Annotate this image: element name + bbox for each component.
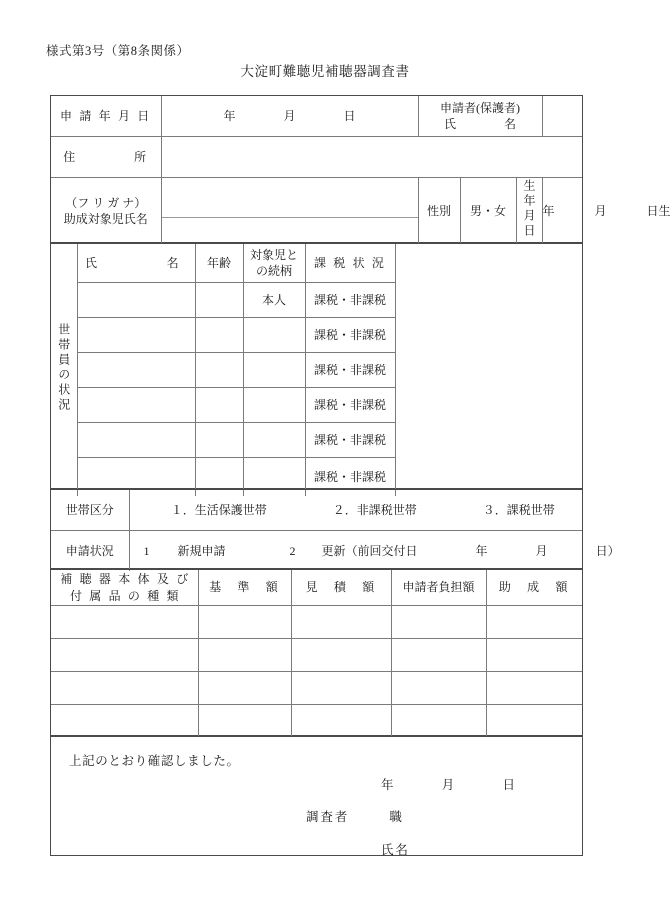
child-name-value-cell[interactable] [161,178,418,245]
application-status-option-1-text[interactable]: 新規申請 [177,543,226,558]
application-status-option-2-number: 2 [289,543,296,558]
birth-date-value-cell[interactable] [542,178,671,245]
household-cell-tax[interactable]: 課税・非課税 [305,353,395,388]
cost-table [51,570,582,737]
address-label: 住 所 [51,137,161,178]
household-header-row [51,244,582,283]
gender-label: 性別 [418,178,460,245]
table-row-household-class [51,490,582,531]
cost-section [50,569,583,736]
household-cell-age[interactable] [195,423,243,458]
birth-date-label [516,178,542,245]
household-cell-age[interactable] [195,353,243,388]
household-class-option-1[interactable]: １．生活保護世帯 [170,502,267,517]
cost-cell-standard[interactable] [198,705,291,738]
table-row [51,672,582,705]
investigator-label: 調査者 [306,810,350,824]
table-row-application-status [51,531,582,572]
confirmation-year: 年 [381,778,394,792]
child-name-label-text: 助成対象児氏名 [63,212,148,226]
household-cell-name[interactable] [77,318,195,353]
document-title: 大淀町難聴児補聴器調査書 [240,64,410,79]
previous-issue-year: 年 [475,543,488,558]
cost-col-estimate: 見 積 額 [291,570,391,606]
household-cell-name[interactable] [77,388,195,423]
furigana-label: （フ リ ガ ナ） [65,195,147,210]
applicant-child-section [50,95,671,243]
confirmation-section [50,736,583,856]
household-cell-relation[interactable] [243,388,305,423]
cost-cell-type[interactable] [51,606,198,639]
household-class-options[interactable] [129,490,582,531]
household-blank-area [395,244,582,496]
household-class-option-2[interactable]: ２．非課税世帯 [332,502,417,517]
classification-table [51,490,620,571]
cost-cell-standard[interactable] [198,639,291,672]
household-cell-tax[interactable]: 課税・非課税 [305,318,395,353]
household-col-relation [243,244,305,283]
address-value[interactable] [161,137,582,178]
apply-date-month: 月 [283,108,296,123]
cost-col-self-pay: 申請者負担額 [391,570,486,606]
table-row [51,606,582,639]
household-cell-name[interactable] [77,353,195,388]
cost-cell-subsidy[interactable] [486,639,582,672]
applicant-name-label-line1: 申請者(保護者) [440,100,521,115]
household-cell-relation[interactable] [243,353,305,388]
household-cell-age[interactable] [195,388,243,423]
cost-col-type-line1: 補 聴 器 本 体 及 び [60,572,191,587]
cost-cell-estimate[interactable] [291,639,391,672]
birth-month: 月 [594,203,607,218]
apply-date-label: 申 請 年 月 日 [51,96,161,137]
household-cell-name[interactable] [77,283,195,318]
confirmation-date-run[interactable] [381,775,515,793]
child-name-split [162,204,418,218]
household-cell-relation[interactable]: 本人 [243,283,305,318]
household-cell-tax[interactable]: 課税・非課税 [305,283,395,318]
table-row-child [51,178,582,245]
household-cell-name[interactable] [77,423,195,458]
gender-options[interactable]: 男・女 [460,178,516,245]
household-cell-tax[interactable]: 課税・非課税 [305,423,395,458]
furigana-value[interactable] [162,204,418,218]
cost-col-subsidy: 助 成 額 [486,570,582,606]
cost-cell-self-pay[interactable] [391,705,486,738]
household-class-option-3[interactable]: ３．課税世帯 [482,502,555,517]
cost-cell-estimate[interactable] [291,705,391,738]
cost-cell-estimate[interactable] [291,672,391,705]
child-name-label [51,178,161,245]
household-col-tax: 課 税 状 況 [305,244,395,283]
cost-cell-self-pay[interactable] [391,672,486,705]
household-table [51,244,582,496]
cost-cell-self-pay[interactable] [391,606,486,639]
household-cell-age[interactable] [195,318,243,353]
cost-col-type [51,570,198,606]
previous-issue-month: 月 [535,543,548,558]
table-row-address [51,137,582,178]
form-code: 様式第3号（第8条関係） [46,44,190,58]
birth-date-run [543,203,671,219]
household-cell-relation[interactable] [243,318,305,353]
apply-date-run [223,108,355,124]
application-status-options[interactable] [129,531,620,572]
cost-cell-type[interactable] [51,639,198,672]
household-cell-tax[interactable]: 課税・非課税 [305,388,395,423]
birth-day: 日生 [646,203,671,218]
cost-cell-standard[interactable] [198,606,291,639]
household-vertical-label-text: 世帯員の状況 [56,322,71,413]
table-row [51,705,582,738]
table-row-apply-date [51,96,582,137]
cost-cell-self-pay[interactable] [391,639,486,672]
applicant-name-label [418,96,542,137]
household-cell-age[interactable] [195,283,243,318]
classification-section [50,489,620,569]
application-status-label: 申請状況 [51,531,129,572]
applicant-child-table [51,96,671,244]
cost-cell-type[interactable] [51,705,198,738]
cost-cell-type[interactable] [51,672,198,705]
household-col-relation-line1: 対象児と [249,247,298,262]
table-row [51,639,582,672]
household-class-label: 世帯区分 [51,490,129,531]
apply-date-year: 年 [223,108,236,123]
household-cell-relation[interactable] [243,423,305,458]
investigator-row [306,807,402,825]
household-section [50,243,583,489]
apply-date-day: 日 [343,108,356,123]
applicant-name-label-line2: 氏 名 [444,117,517,131]
confirmation-month: 月 [441,778,455,792]
household-col-relation-line2: の続柄 [255,264,292,278]
application-status-option-2-text[interactable]: 更新（前回交付日 [321,543,418,558]
cost-cell-subsidy[interactable] [486,606,582,639]
birth-year: 年 [542,203,555,218]
household-col-name: 氏 名 [77,244,195,283]
applicant-name-value[interactable] [542,96,582,137]
cost-col-standard: 基 準 額 [198,570,291,606]
cost-cell-estimate[interactable] [291,606,391,639]
cost-cell-subsidy[interactable] [486,705,582,738]
investigator-role-label: 職 [389,810,402,824]
cost-cell-standard[interactable] [198,672,291,705]
apply-date-value-cell[interactable] [161,96,418,137]
cost-col-type-line2: 付 属 品 の 種 類 [69,588,181,603]
confirmation-day: 日 [502,778,516,792]
household-vertical-label [51,244,77,496]
application-status-option-1-number: 1 [143,543,150,558]
household-cell-tax[interactable]: 課税・非課税 [305,458,395,497]
previous-issue-day: 日） [595,543,620,558]
cost-cell-subsidy[interactable] [486,672,582,705]
birth-date-label-vertical: 生年月日 [522,178,537,239]
cost-header-row [51,570,582,606]
investigator-name-label: 氏名 [381,843,410,857]
confirmation-statement: 上記のとおり確認しました。 [69,754,240,768]
household-col-age: 年齢 [195,244,243,283]
